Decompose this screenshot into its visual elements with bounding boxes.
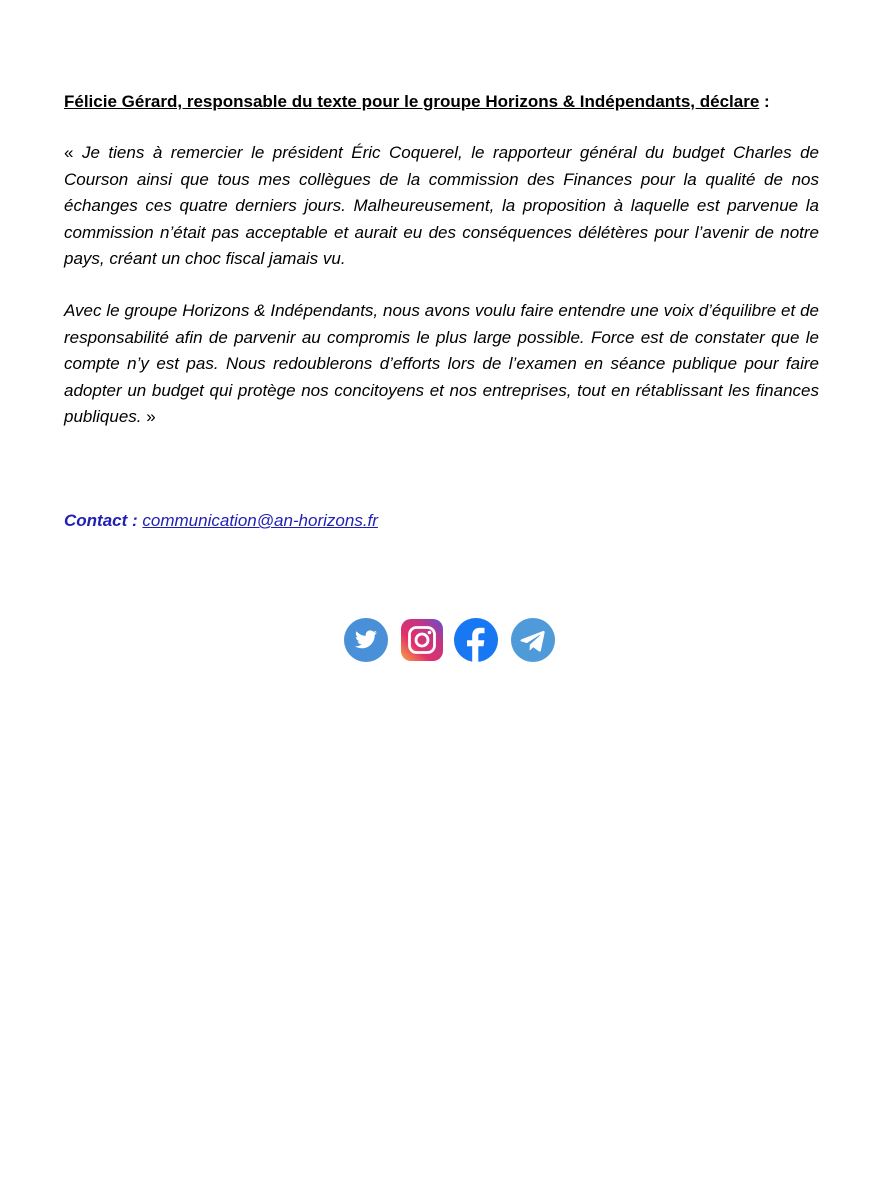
facebook-icon[interactable]	[453, 617, 499, 663]
statement-heading	[64, 90, 824, 114]
contact-email-link[interactable]: communication@an-horizons.fr	[142, 511, 378, 530]
quote-paragraph-1	[64, 140, 819, 273]
contact-label: Contact :	[64, 511, 138, 530]
quote-close-mark: »	[141, 407, 156, 426]
instagram-icon[interactable]	[399, 617, 445, 663]
telegram-icon[interactable]	[510, 617, 556, 663]
paragraph-2-text: Avec le groupe Horizons & Indépendants, nous avons voulu faire entendre une voix d’équilibre et de responsabilité afin de parvenir au compromis le plus large possible. Force est de constater que le compte n’y est pas. Nous redoublerons d’efforts lors de l’examen en séance publique pour faire adopter un budget qui protège nos concitoyens et nos entreprises, tout en rétablissant les finances publiques.	[64, 301, 819, 426]
twitter-icon[interactable]	[343, 617, 389, 663]
paragraph-1-text: Je tiens à remercier le président Éric Coquerel, le rapporteur général du budget Charles de Courson ainsi que tous mes collègues de la commission des Finances pour la qualité de nos échanges ces quatre derniers jours. Malheureusement, la proposition à laquelle est parvenue la commission n’était pas acceptable et aurait eu des conséquences délétères pour l’avenir de notre pays, créant un choc fiscal jamais vu.	[64, 143, 819, 268]
quote-paragraph-2	[64, 298, 819, 431]
heading-text: Félicie Gérard, responsable du texte pour le groupe Horizons & Indépendants, déclare	[64, 92, 760, 111]
heading-colon: :	[759, 92, 770, 111]
quote-open-mark: «	[64, 143, 82, 162]
contact-line	[64, 509, 378, 533]
social-icons-row	[343, 617, 558, 665]
